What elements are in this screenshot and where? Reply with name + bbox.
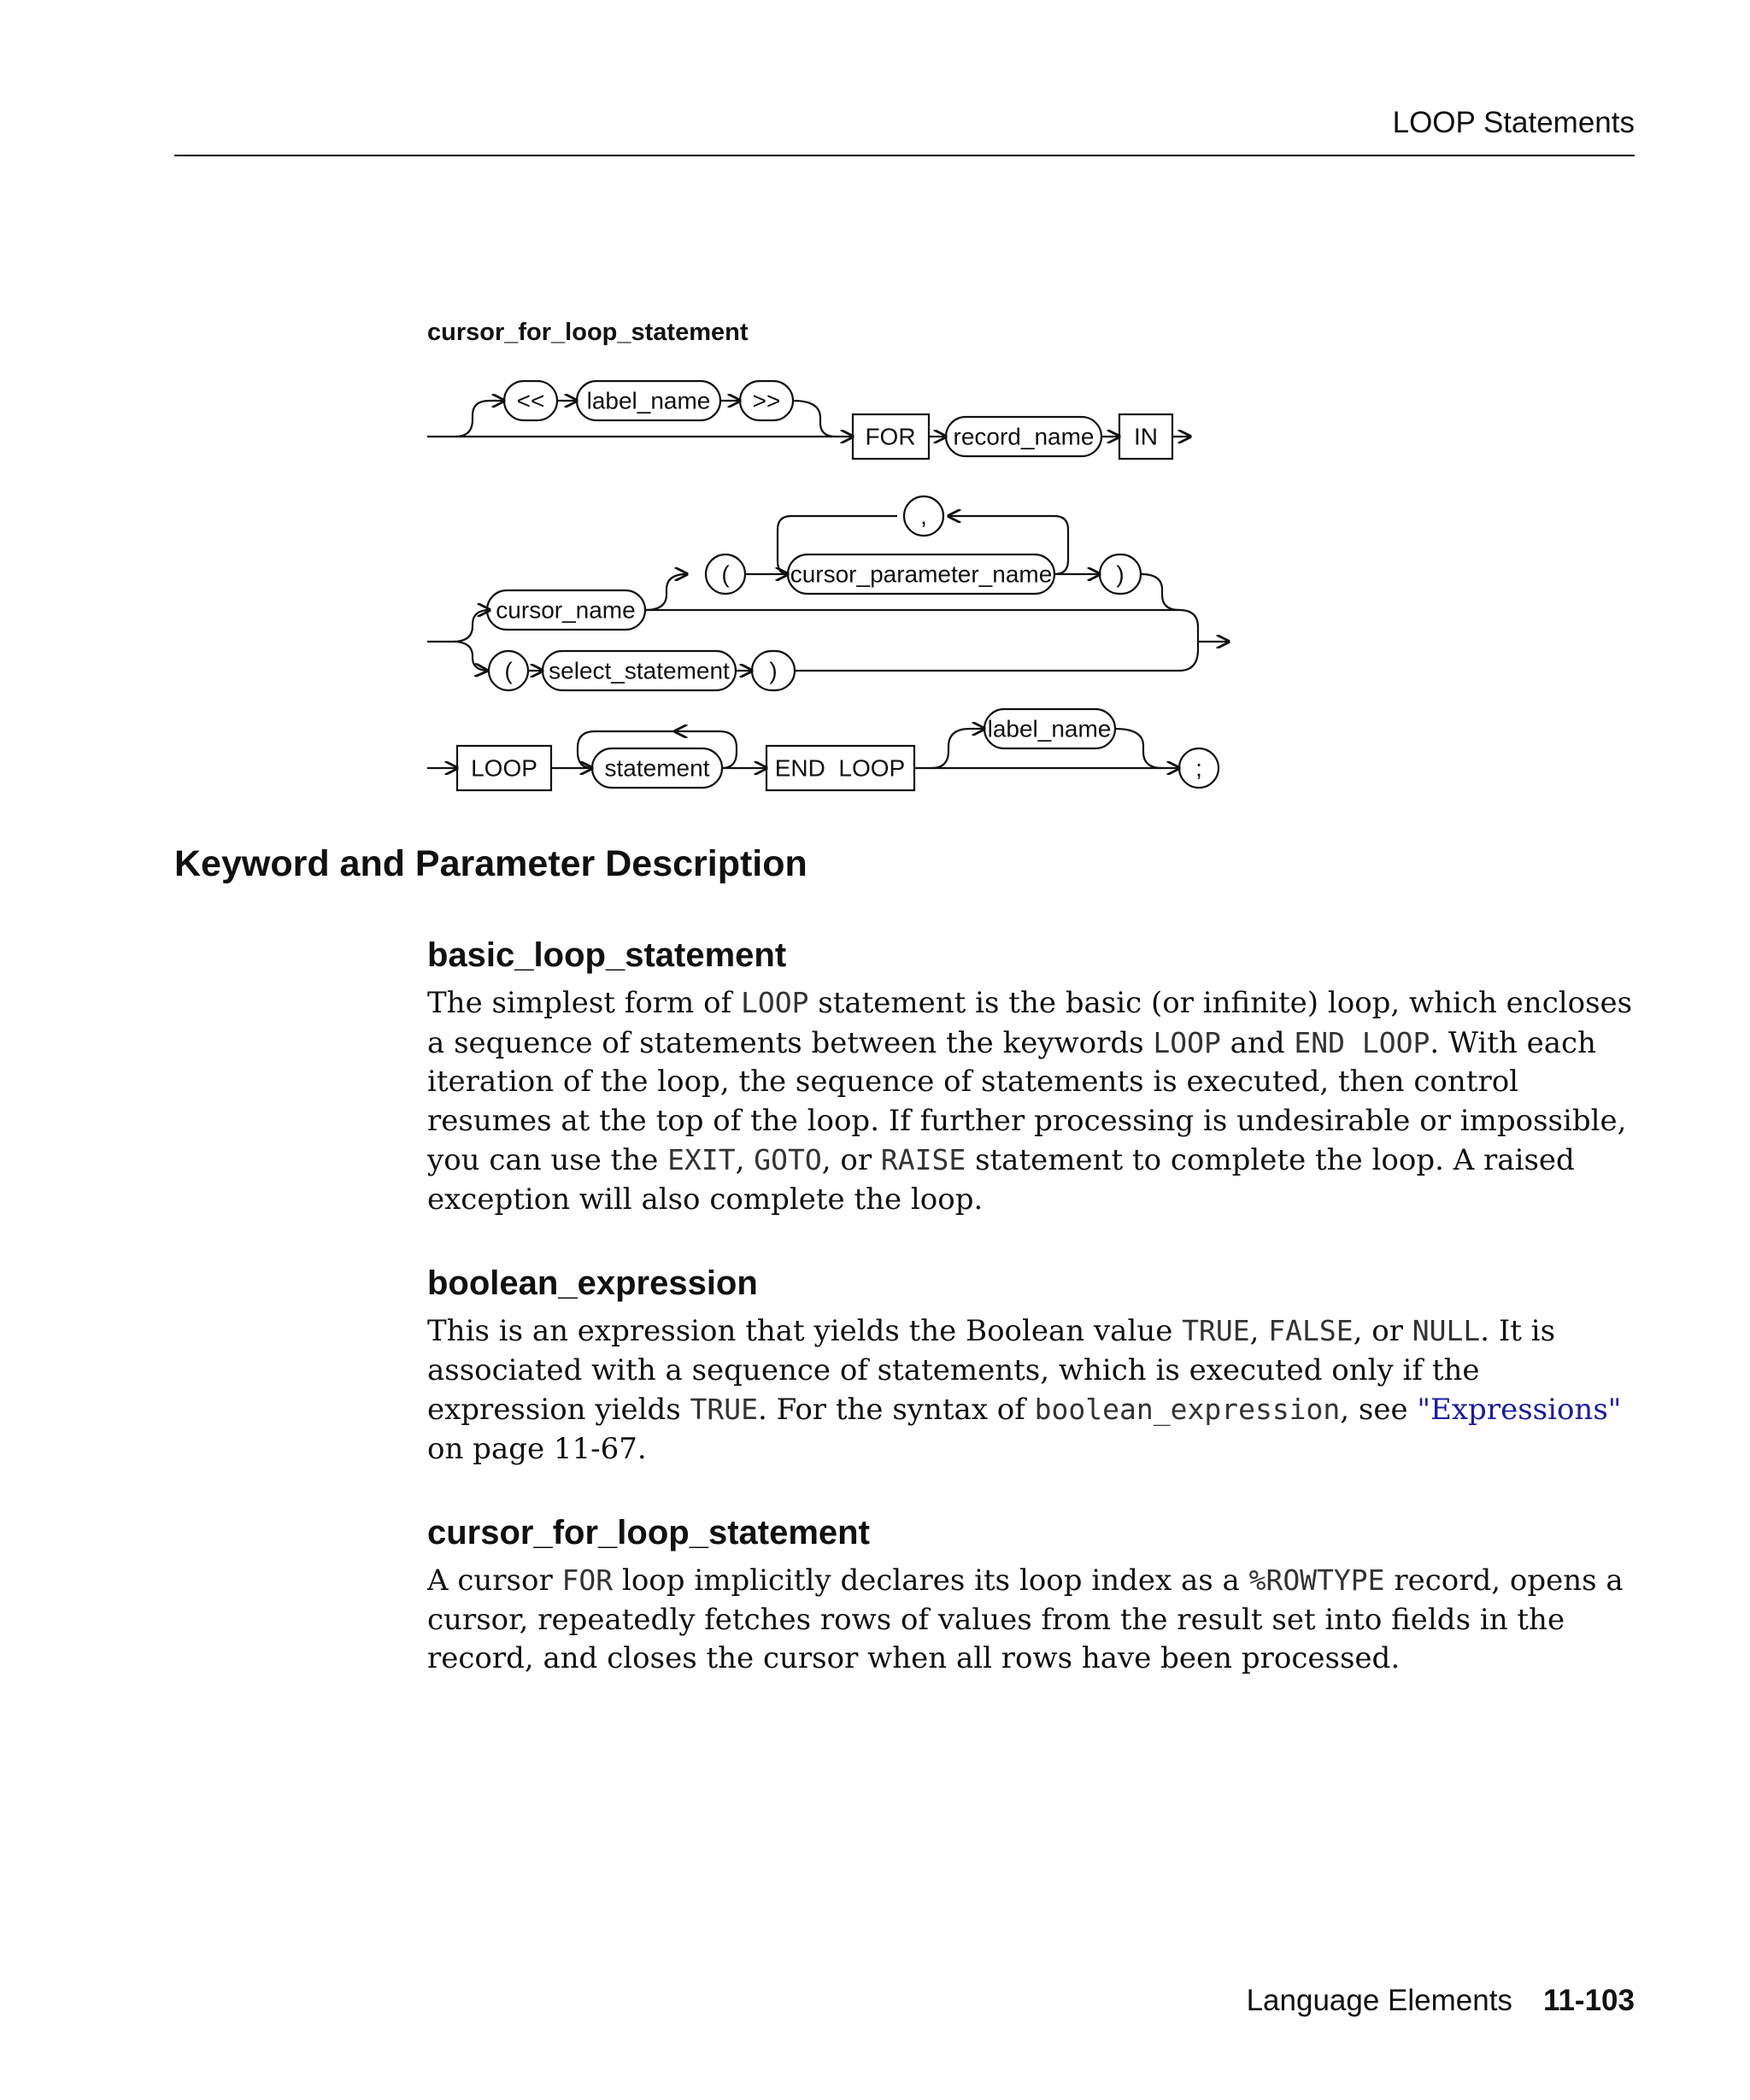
gt-gt-token: >> bbox=[752, 387, 781, 414]
code-term: NULL bbox=[1412, 1314, 1481, 1347]
footer-page-number: 11-103 bbox=[1542, 1984, 1635, 2017]
row1-label-bypass bbox=[455, 401, 504, 437]
footer-chapter: Language Elements bbox=[1246, 1984, 1512, 2017]
entry-body: This is an expression that yields the Boolean value TRUE, FALSE, or NULL. It is associated with a sequence of statements, which is executed only if the expression yields TRUE. For the syntax of boolean_expression, see "Expressions" on page 11-67. bbox=[427, 1314, 1622, 1466]
row1-label-return bbox=[793, 401, 836, 437]
row2-params-entry bbox=[645, 574, 687, 610]
entry-cursor-for-loop-statement bbox=[427, 1514, 1641, 1679]
row2-bottom-branch bbox=[453, 642, 487, 671]
entry-basic-loop-statement bbox=[427, 936, 1641, 1219]
lparen-token: ( bbox=[721, 560, 730, 588]
statement-token: statement bbox=[604, 754, 710, 782]
row2-params-return bbox=[1141, 574, 1179, 610]
diagram-title: cursor_for_loop_statement bbox=[427, 319, 749, 346]
semicolon-token: ; bbox=[1195, 754, 1202, 782]
entry-body: A cursor FOR loop implicitly declares its loop index as a %ROWTYPE record, opens a cursor, repeatedly fetches rows of values from the result set into fields in the record, and closes the cursor when all rows have been processed. bbox=[427, 1563, 1624, 1675]
row2-top-branch bbox=[453, 610, 490, 642]
rparen-token: ) bbox=[1116, 560, 1125, 588]
entry-body: The simplest form of LOOP statement is the basic (or infinite) loop, which encloses a sequence of statements between the keywords LOOP and END LOOP. With each iteration of the loop, the sequence of statements is executed, then control resumes at the top of the loop. If further processing is undesirable or impossible, you can use the EXIT, GOTO, or RAISE statement to complete the loop. A raised exception will also complete the loop. bbox=[427, 986, 1633, 1217]
code-term: LOOP bbox=[1153, 1025, 1221, 1059]
code-term: FALSE bbox=[1268, 1314, 1354, 1347]
code-term: GOTO bbox=[754, 1143, 822, 1176]
record-name-token: record_name bbox=[953, 423, 1095, 450]
label-name-token: label_name bbox=[586, 387, 711, 414]
code-term: boolean_expression bbox=[1034, 1393, 1341, 1426]
cursor-parameter-name-token: cursor_parameter_name bbox=[790, 560, 1053, 588]
entry-boolean-expression bbox=[427, 1264, 1641, 1469]
comma-token: , bbox=[920, 502, 927, 530]
label-name-token: label_name bbox=[987, 715, 1112, 742]
section-heading: Keyword and Parameter Description bbox=[174, 843, 807, 884]
code-term: FOR bbox=[561, 1563, 614, 1597]
page-footer bbox=[1111, 1984, 1635, 2018]
cursor-name-token: cursor_name bbox=[496, 596, 636, 624]
for-token: FOR bbox=[865, 423, 916, 450]
code-term: EXIT bbox=[667, 1143, 736, 1176]
expressions-link[interactable]: "Expressions" bbox=[1417, 1393, 1622, 1427]
entry-title: basic_loop_statement bbox=[427, 936, 787, 974]
running-head: LOOP Statements bbox=[1392, 106, 1635, 139]
code-term: TRUE bbox=[1182, 1314, 1250, 1347]
select-statement-token: select_statement bbox=[549, 657, 730, 684]
loop-token: LOOP bbox=[471, 754, 537, 782]
entry-title: cursor_for_loop_statement bbox=[427, 1514, 870, 1552]
lparen-token: ( bbox=[504, 657, 513, 684]
code-term: %ROWTYPE bbox=[1248, 1563, 1385, 1597]
entry-title: boolean_expression bbox=[427, 1264, 758, 1302]
end-loop-token: END LOOP bbox=[774, 754, 906, 782]
in-token: IN bbox=[1134, 423, 1158, 450]
code-term: RAISE bbox=[880, 1143, 966, 1176]
rparen-token: ) bbox=[769, 657, 778, 684]
row3-label-branch bbox=[931, 729, 984, 768]
code-term: TRUE bbox=[690, 1393, 758, 1426]
row3-label-return bbox=[1115, 729, 1162, 768]
code-term: END LOOP bbox=[1294, 1025, 1430, 1059]
code-term: LOOP bbox=[740, 986, 809, 1019]
lt-lt-token: << bbox=[516, 387, 545, 414]
